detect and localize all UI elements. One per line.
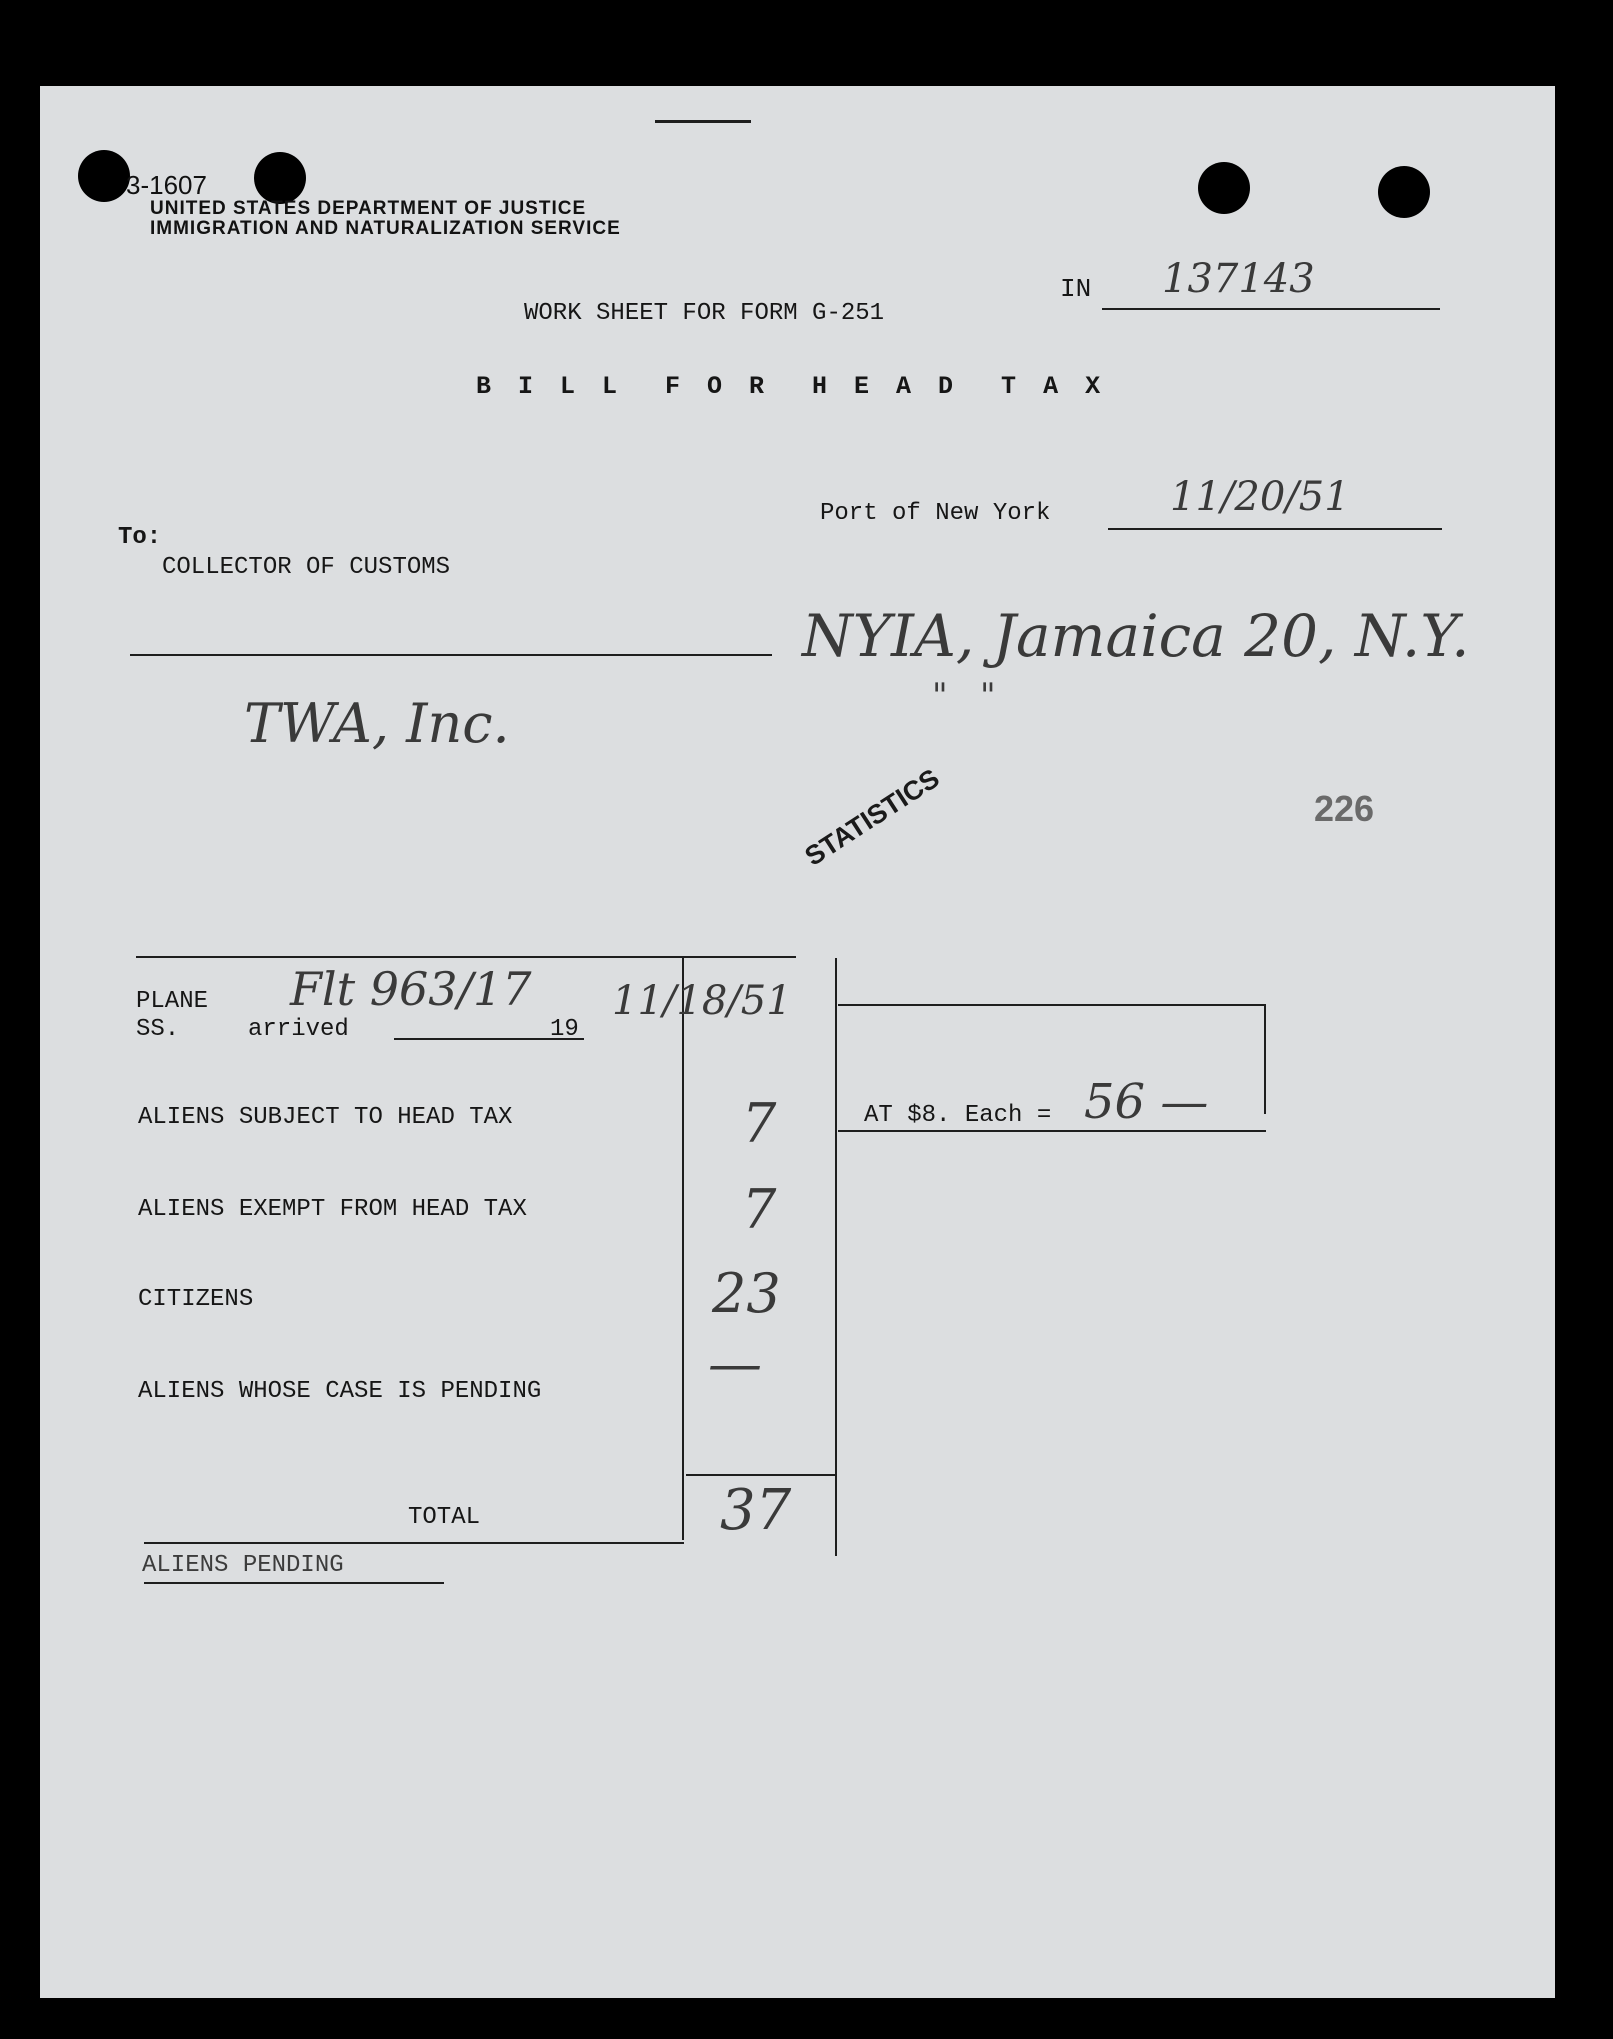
arrival-date: 11/18/51 [612,978,792,1024]
row-label-citizens: CITIZENS [138,1286,254,1313]
row-value-pending: — [708,1332,762,1395]
at-rate-label: AT $8. Each = [864,1102,1052,1129]
at-box-right [1264,1004,1266,1114]
row-value-citizens: 23 [712,1262,781,1325]
row-value-subject: 7 [742,1092,777,1155]
aliens-pending-underline [144,1582,444,1584]
table-bottom-border [144,1542,684,1544]
table-col-right [835,958,837,1556]
in-number-underline [1102,308,1440,310]
to-label: To: [118,524,162,551]
statistics-stamp: STATISTICS [799,762,945,872]
punch-hole-right-1 [1198,162,1250,214]
bill-title: B I L L F O R H E A D T A X [476,372,1107,401]
port-label: Port of New York [820,500,1051,527]
row-label-subject: ALIENS SUBJECT TO HEAD TAX [138,1104,513,1131]
work-sheet-title: WORK SHEET FOR FORM G-251 [524,300,885,327]
department-name: UNITED STATES DEPARTMENT OF JUSTICE [150,198,587,219]
at-box-bottom [838,1130,1266,1132]
in-number: 137143 [1162,256,1315,302]
total-top-line [686,1474,836,1476]
to-addressee: COLLECTOR OF CUSTOMS [162,554,451,581]
document-page [40,86,1555,1998]
total-value: 37 [720,1478,792,1543]
ss-label: SS. [136,1016,180,1043]
plane-label: PLANE [136,988,209,1015]
ditto-marks: " " [932,676,996,716]
form-number: 3-1607 [126,170,207,200]
aliens-pending-footer: ALIENS PENDING [142,1552,344,1579]
port-date-underline [1108,528,1442,530]
table-top-border [136,956,796,958]
punch-hole-left-1 [78,150,130,202]
at-box-top [838,1004,1264,1006]
arrived-label: arrived [248,1016,349,1043]
row-value-exempt: 7 [742,1178,777,1241]
stamp-number: 226 [1314,788,1375,829]
row-label-exempt: ALIENS EXEMPT FROM HEAD TAX [138,1196,527,1223]
service-name: IMMIGRATION AND NATURALIZATION SERVICE [150,218,621,239]
punch-hole-right-2 [1378,166,1430,218]
year-prefix: 19 [550,1016,579,1043]
top-rule [655,120,751,123]
carrier-handwritten: TWA, Inc. [244,692,510,755]
port-date: 11/20/51 [1170,474,1350,520]
addressee-underline [130,654,772,656]
punch-hole-left-2 [254,152,306,204]
address-handwritten: NYIA, Jamaica 20, N.Y. [802,602,1470,670]
table-col-left [682,956,684,1540]
at-amount: 56 — [1084,1074,1209,1130]
in-label: IN [1060,274,1092,304]
row-label-pending: ALIENS WHOSE CASE IS PENDING [138,1378,542,1405]
flight-handwritten: Flt 963/17 [290,962,532,1016]
total-label: TOTAL [408,1504,481,1531]
